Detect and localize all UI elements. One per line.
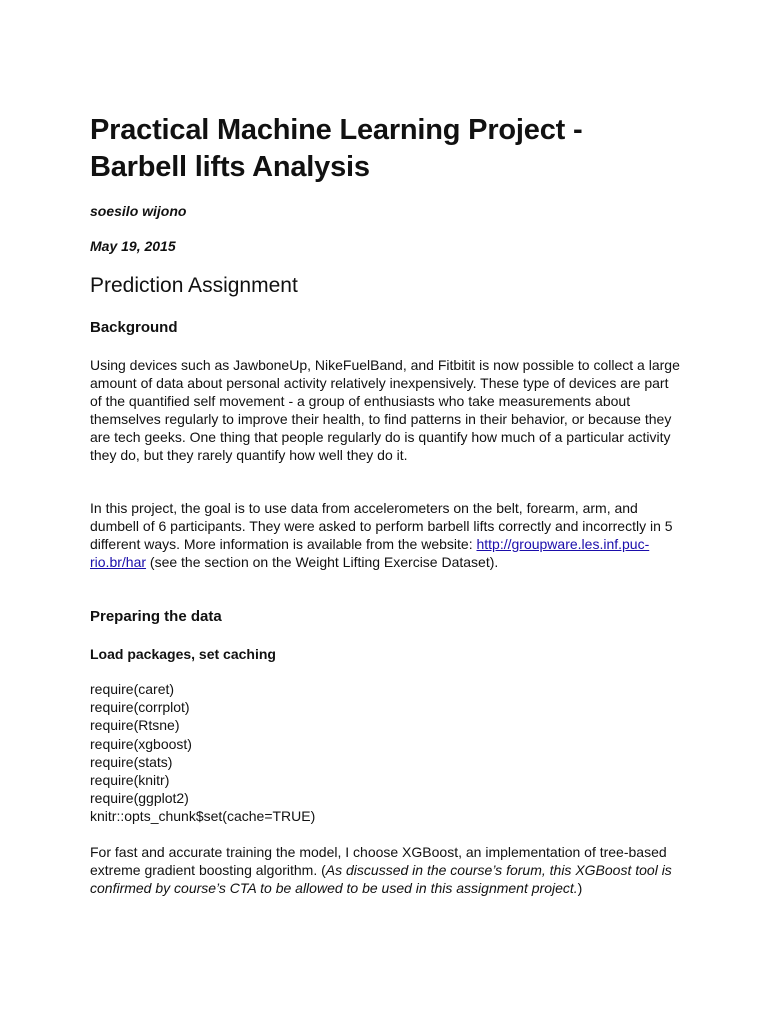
code-line: require(ggplot2) (90, 790, 189, 807)
code-line: require(caret) (90, 681, 175, 697)
xgboost-paragraph (90, 843, 680, 897)
para2-text-after-link: (see the section on the Weight Lifting Exercise Dataset). (146, 554, 499, 570)
heading-preparing-data: Preparing the data (90, 608, 222, 625)
para2-text-before-link: In this project, the goal is to use data from accelerometers on the belt, forearm, arm, and dumbell of 6 participants. They were asked to perform barbell lifts correctly and incorrectly in 5 different ways. More information is available from the website: (90, 500, 673, 552)
heading-load-packages: Load packages, set caching (90, 646, 276, 662)
xgboost-italic-note: As discussed in the course’s forum, this XGBoost tool is confirmed by course’s CTA to be allowed to be used in this assignment project. (90, 862, 672, 896)
xgboost-close-paren: ) (577, 880, 583, 896)
code-line: require(xgboost) (90, 735, 192, 752)
heading-background: Background (90, 319, 178, 336)
code-line: require(Rtsne) (90, 717, 180, 734)
code-line: require(corrplot) (90, 699, 190, 716)
xgboost-text: For fast and accurate training the model, I choose XGBoost, an implementation of tree-based extreme gradient boosting algorithm. ( (90, 844, 667, 878)
author: soesilo wijono (90, 203, 187, 219)
groupware-link[interactable]: http://groupware.les.inf.puc-rio.br/har (90, 536, 650, 570)
code-line: require(stats) (90, 753, 173, 770)
section-heading-prediction: Prediction Assignment (90, 274, 298, 297)
document-title (90, 112, 690, 186)
title-line-1: Practical Machine Learning Project - (90, 114, 583, 146)
code-line: require(knitr) (90, 772, 170, 789)
date: May 19, 2015 (90, 238, 176, 254)
title-line-2: Barbell lifts Analysis (90, 151, 370, 183)
background-paragraph-2 (90, 499, 680, 571)
background-paragraph-1: Using devices such as JawboneUp, NikeFuelBand, and Fitbitit is now possible to collect a large amount of data about personal activity relatively inexpensively. These type of devices are part of the quantified self movement - a group of enthusiasts who take measurements about themselves regularly to improve their health, to find patterns in their behavior, or because they are tech geeks. One thing that people regularly do is quantify how much of a particular activity they do, but they rarely quantify how well they do it. (90, 357, 680, 463)
code-block (90, 680, 315, 826)
code-line: knitr::opts_chunk$set(cache=TRUE) (90, 808, 316, 825)
